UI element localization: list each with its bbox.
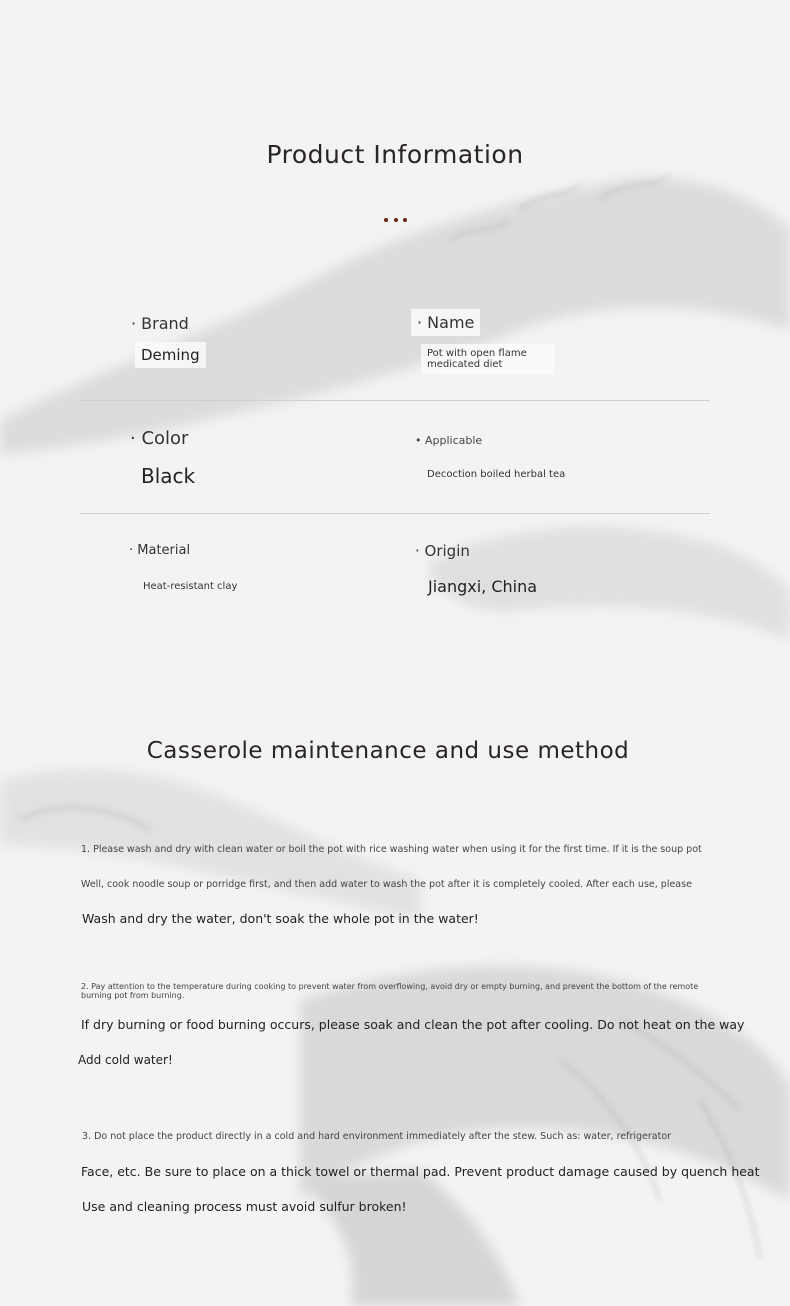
- p2-line3: Add cold water!: [78, 1053, 173, 1067]
- material-label: · Material: [129, 543, 191, 558]
- maintenance-title: Casserole maintenance and use method: [146, 738, 630, 764]
- color-label: · Color: [130, 428, 189, 449]
- color-value: Black: [141, 464, 196, 488]
- p1-line2: Well, cook noodle soup or porridge first, and then add water to wash the pot after it is completely cooled. After each use, please: [81, 879, 692, 890]
- product-info-title: Product Information: [266, 140, 524, 169]
- p3-line1: 3. Do not place the product directly in a cold and hard environment immediately after the stew. Such as: water, refrigerator: [82, 1131, 672, 1142]
- brand-value: Deming: [135, 342, 206, 368]
- material-value: Heat-resistant clay: [143, 581, 238, 592]
- p1-line3: Wash and dry the water, don't soak the whole pot in the water!: [82, 911, 479, 926]
- p1-line1: 1. Please wash and dry with clean water or boil the pot with rice washing water when using it for the first time. If it is the soup pot: [81, 844, 702, 855]
- origin-label: · Origin: [415, 542, 470, 560]
- origin-value: Jiangxi, China: [428, 577, 538, 596]
- p3-line3: Use and cleaning process must avoid sulfur broken!: [82, 1199, 407, 1214]
- divider-1: [80, 400, 710, 401]
- name-label: · Name: [411, 309, 480, 336]
- p2-line2: If dry burning or food burning occurs, please soak and clean the pot after cooling. Do not heat on the way: [81, 1017, 745, 1032]
- title-dots-ornament: [383, 218, 413, 226]
- name-value-line2: medicated diet: [427, 359, 503, 370]
- p2-line1: 2. Pay attention to the temperature during cooking to prevent water from overflowing, avoid dry or empty burning, and prevent the bottom of the remote burning pot from burning.: [81, 982, 699, 1000]
- applicable-value: Decoction boiled herbal tea: [427, 469, 566, 480]
- applicable-label: • Applicable: [415, 434, 483, 447]
- brand-label: · Brand: [131, 314, 189, 333]
- name-value: [421, 344, 554, 374]
- divider-2: [80, 513, 710, 514]
- p3-line2: Face, etc. Be sure to place on a thick towel or thermal pad. Prevent product damage caused by quench heat: [81, 1164, 760, 1179]
- name-value-line1: Pot with open flame: [427, 348, 527, 359]
